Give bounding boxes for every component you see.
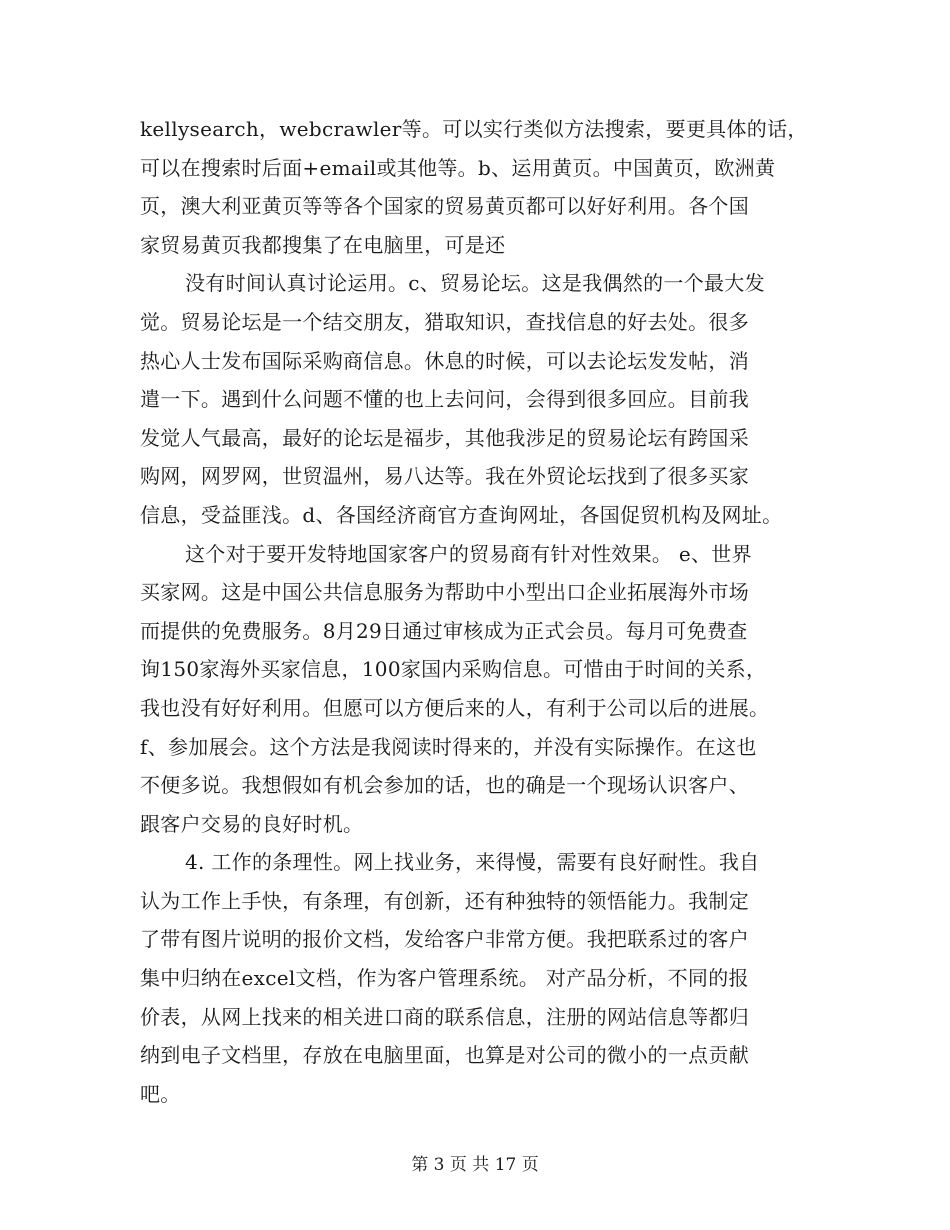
text-line: 了带有图片说明的报价文档，发给客户非常方便。我把联系过的客户: [140, 927, 749, 952]
text-line: f、参加展会。这个方法是我阅读时得来的，并没有实际操作。在这也: [140, 734, 757, 759]
text-line: 买家网。这是中国公共信息服务为帮助中小型出口企业拓展海外市场: [140, 580, 749, 605]
text-line: 4. 工作的条理性。网上找业务，来得慢，需要有良好耐性。我自: [185, 850, 760, 875]
text-line: 遣一下。遇到什么问题不懂的也上去问问，会得到很多回应。目前我: [140, 387, 749, 412]
page-number-footer: 第 3 页 共 17 页: [411, 1155, 539, 1175]
text-line: 购网，网罗网，世贸温州，易八达等。我在外贸论坛找到了很多买家: [140, 464, 749, 489]
body-text: [140, 110, 820, 1113]
text-line: 吧。: [140, 1081, 181, 1106]
text-line: 热心人士发布国际采购商信息。休息的时候，可以去论坛发发帖，消: [140, 348, 749, 373]
text-line: 这个对于要开发特地国家客户的贸易商有针对性效果。 e、世界: [185, 541, 752, 566]
text-line: 家贸易黄页我都搜集了在电脑里，可是还: [140, 232, 506, 257]
text-line: kellysearch，webcrawler等。可以实行类似方法搜索，要更具体的话，: [140, 117, 808, 141]
text-line: 跟客户交易的良好时机。: [140, 811, 364, 836]
text-line: 发觉人气最高，最好的论坛是福步，其他我涉足的贸易论坛有跨国采: [140, 425, 749, 450]
text-line: 我也没有好好利用。但愿可以方便后来的人，有利于公司以后的进展。: [140, 695, 770, 720]
text-line: 没有时间认真讨论运用。c、贸易论坛。这是我偶然的一个最大发: [185, 271, 765, 296]
text-line: 觉。贸易论坛是一个结交朋友，猎取知识，查找信息的好去处。很多: [140, 309, 749, 334]
text-line: 询150家海外买家信息，100家国内采购信息。可惜由于时间的关系，: [140, 657, 767, 682]
text-line: 页，澳大利亚黄页等等各个国家的贸易黄页都可以好好利用。各个国: [140, 194, 749, 219]
text-line: 集中归纳在excel文档，作为客户管理系统。 对产品分析，不同的报: [140, 966, 749, 991]
text-line: 价表，从网上找来的相关进口商的联系信息，注册的网站信息等都归: [140, 1004, 749, 1029]
text-line: 认为工作上手快，有条理，有创新，还有种独特的领悟能力。我制定: [140, 888, 749, 913]
text-line: 可以在搜索时后面+email或其他等。b、运用黄页。中国黄页，欧洲黄: [140, 155, 776, 180]
text-line: 而提供的免费服务。8月29日通过审核成为正式会员。每月可免费查: [140, 618, 748, 643]
text-line: 不便多说。我想假如有机会参加的话，也的确是一个现场认识客户、: [140, 773, 749, 798]
text-line: 纳到电子文档里，存放在电脑里面，也算是对公司的微小的一点贡献: [140, 1043, 749, 1068]
text-line: 信息，受益匪浅。d、各国经济商官方查询网址，各国促贸机构及网址。: [140, 502, 783, 527]
